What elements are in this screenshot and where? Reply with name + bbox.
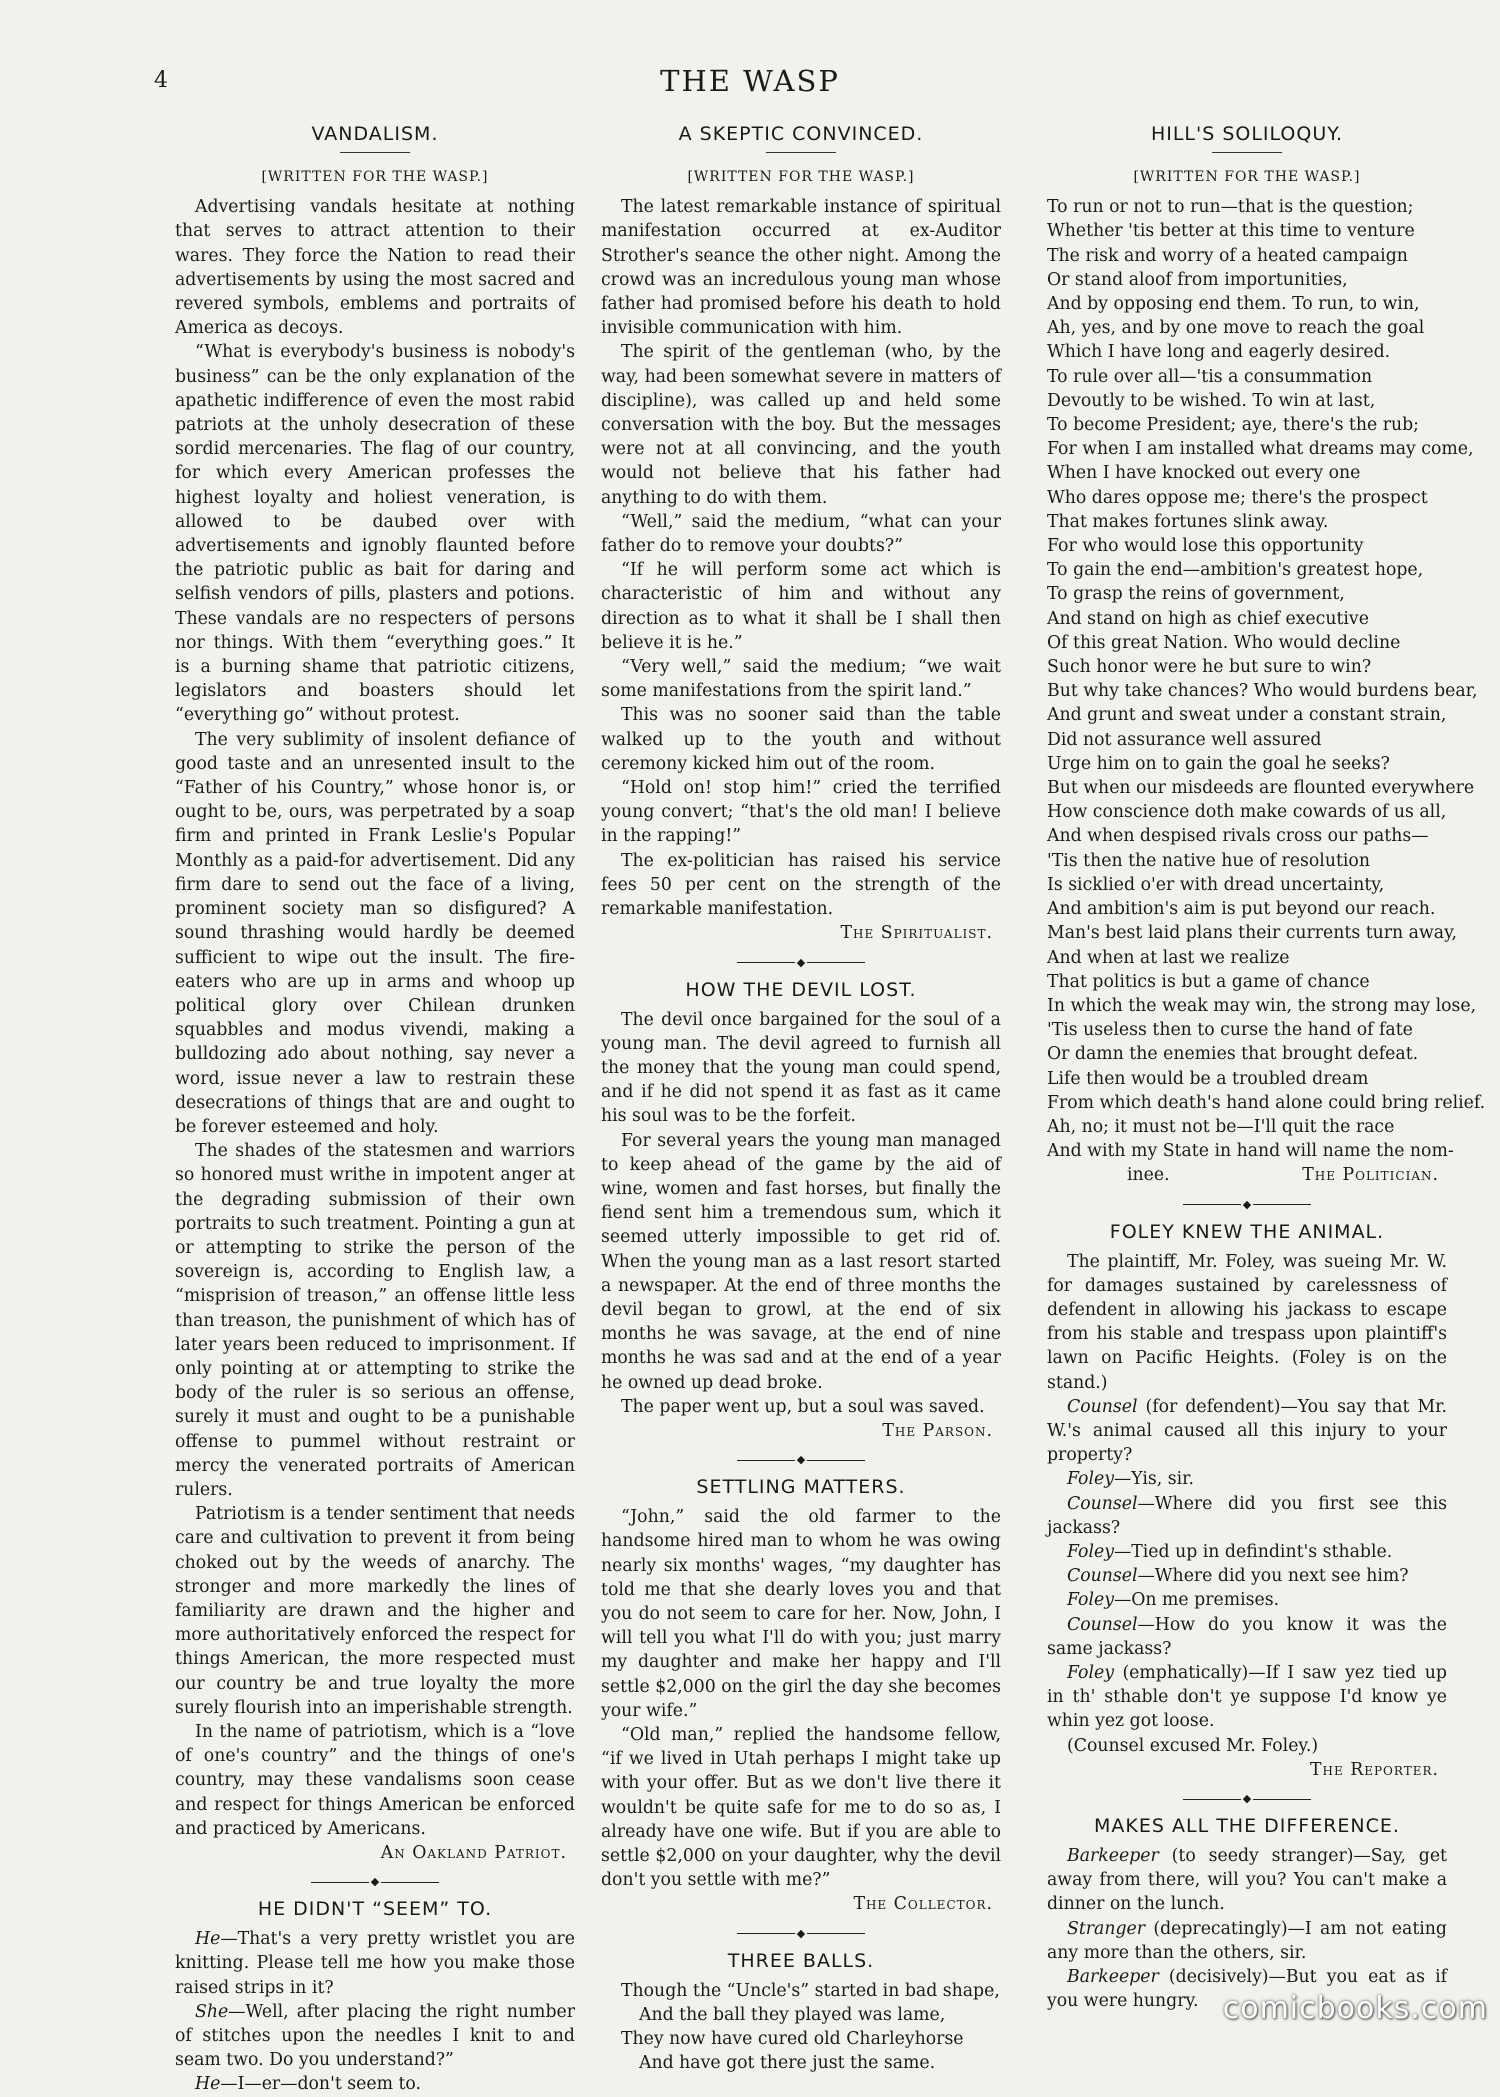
speaker: Foley [1067,1662,1114,1683]
article-title: HE DIDN'T “SEEM” TO. [257,1898,493,1921]
speaker: Barkeeper [1067,1967,1159,1988]
poem-line: The risk and worry of a heated campaign [1047,245,1408,266]
title-rule [1212,152,1282,153]
signature: The Parson. [882,1420,993,1441]
poem-line: To rule over all—'tis a consummation [1047,366,1373,387]
byline: [WRITTEN FOR THE WASP.] [1133,169,1361,185]
poem-line: Who dares oppose me; there's the prospect [1047,487,1428,508]
masthead: THE WASP [660,64,840,98]
poem-line: Urge him on to gain the goal he seeks? [1047,753,1390,774]
poem-line: That makes fortunes slink away. [1047,511,1329,532]
poem-line: And when despised rivals cross our paths— [1047,826,1429,847]
signature: The Spiritualist. [840,923,993,944]
poem-line: For when I am installed what dreams may come, [1047,439,1474,460]
dialogue-line [1047,1395,1447,1468]
watermark: comicbooks.com [1222,1991,1488,2026]
poem-line: And have got there just the same. [639,2053,936,2074]
poem-line: When I have knocked out every one [1047,463,1361,484]
title-rule [340,152,410,153]
poem-line: To gain the end—ambition's greatest hope, [1047,560,1424,581]
section-separator: ◆ [1047,1200,1447,1210]
paragraph: The plaintiff, Mr. Foley, was sueing Mr. W. for damages sustained by carelessness of defendent in allowing his jackass to escape from his stable and trespass upon plaintiff's lawn on Pacific Heights. (Foley is on the stand.) [1047,1251,1447,1393]
dialogue-text: —That's a very pretty wristlet you are knitting. Please tell me how you make those raised strips in it? [175,1929,575,1998]
byline: [WRITTEN FOR THE WASP.] [687,169,915,185]
dialogue-text: —Well, after placing the right number of stitches upon the needles I knit to and seam two. Do you understand?” [175,2001,575,2071]
section-separator: ◆ [175,1877,575,1887]
dialogue-line [1047,1613,1447,1661]
column-1 [175,118,575,2097]
speaker: Barkeeper [1067,1846,1159,1866]
article-title: FOLEY KNEW THE ANIMAL. [1109,1220,1385,1243]
poem-line: Such honor were he but sure to win? [1047,657,1372,678]
dialogue-line [1047,1844,1447,1917]
speaker: He [195,1929,221,1950]
section-separator: ◆ [601,1929,1001,1939]
poem-line: But why take chances? Who would burdens bear, [1047,681,1478,702]
poem-line: How conscience doth make cowards of us all, [1047,802,1447,823]
dialogue-text: —How do you know it was the same jackass? [1047,1614,1447,1659]
paragraph: “What is everybody's business is nobody's business” can be the only explanation of the apathetic indifference of even the most rabid patriots at the unholy desecration of these sordid mercenaries. The flag of our country, for which every American professes the highest loyalty and holiest veneration, is allowed to be daubed over with advertisements and ignobly flaunted before the patriotic public as bait for daring and selfish vendors of pills, plasters and potions. These vandals are no respecters of persons nor things. With them “everything goes.” It is a burning shame that patriotic citizens, legislators and boasters should let “everything go” without protest. [175,342,575,726]
poem-line: Ah, no; it must not be—I'll quit the race [1047,1116,1395,1137]
paragraph: The very sublimity of insolent defiance of good taste and an unresented insult to the “Father of his Country,” whose honor is, or ought to be, ours, was perpetrated by a soap firm and printed in Frank Leslie's Popular Monthly as a paid-for advertisement. Did any firm dare to send out the face of a living, prominent society man so disfigured? A sound thrashing would hardly be deemed sufficient to wipe out the insult. The fire-eaters who are up in arms and whoop up political glory over Chilean drunken squabbles and modus vivendi, making a bulldozing ado about nothing, say never a word, issue never a law to restrain these desecrations of things that are and ought to be forever esteemed and holy. [175,729,575,1137]
dialogue-text: —Yis, sir. [1113,1469,1194,1490]
article-title: A SKEPTIC CONVINCED. [678,123,924,145]
column-3 [1047,118,1486,2013]
speaker: Counsel [1067,1566,1138,1587]
dialogue-line [175,2072,575,2096]
poem-line: They now have cured old Charleyhorse [621,2029,964,2050]
signature: An Oakland Patriot. [380,1843,567,1864]
poem-line: Devoutly to be wished. To win at last, [1047,390,1376,411]
signature: The Reporter. [1309,1759,1439,1780]
dialogue-text: —I—er—don't seem to. [220,2074,421,2095]
article-title: THREE BALLS. [727,1949,875,1972]
dialogue-line [1047,1564,1447,1588]
poem-line: But when our misdeeds are flounted everywhere [1047,778,1475,799]
dialogue-text: —Tied up in defindint's sthable. [1113,1541,1393,1562]
speaker: Counsel [1067,1396,1138,1417]
poem-line: 'Tis then the native hue of resolution [1047,850,1370,871]
speaker: Foley [1067,1541,1114,1562]
paragraph: Advertising vandals hesitate at nothing that serves to attract attention to their wares. They force the Nation to read their advertisements by using the most sacred and revered symbols, emblems and portraits of America as decoys. [175,197,575,339]
section-separator: ◆ [601,1455,1001,1465]
paragraph: This was no sooner said than the table walked up to the youth and without ceremony kicked him out of the room. [601,705,1001,774]
poem-line: And grunt and sweat under a constant strain, [1047,705,1447,726]
dialogue-text: (emphatically)—If I saw yez tied up in th' sthable don't ye suppose I'd know ye whin yez got loose. [1047,1662,1447,1732]
poem-line: To grasp the reins of government, [1047,584,1345,605]
poem-line: Though the “Uncle's” started in bad shape, [621,1980,1000,2001]
poem-line: In which the weak may win, the strong may lose, [1047,995,1477,1016]
article-title: HOW THE DEVIL LOST. [685,978,917,1001]
signature: The Politician. [1302,1165,1439,1186]
poem-line: And with my State in hand will name the nom- [1047,1141,1454,1162]
poem-line: Did not assurance well assured [1047,729,1322,750]
section-separator: ◆ [1047,1794,1447,1804]
section-separator: ◆ [601,958,1001,968]
poem-line: And the ball they played was lame, [639,2004,946,2025]
poem-line: 'Tis useless then to curse the hand of fate [1047,1020,1413,1041]
poem-line: Of this great Nation. Who would decline [1047,632,1401,653]
paragraph: “If he will perform some act which is characteristic of him and without any direction as to what it shall be I shall then believe it is he.” [601,560,1001,653]
dialogue-text: (for defendent)—You say that Mr. W.'s animal caused all this injury to your property? [1047,1396,1447,1466]
paragraph: For several years the young man managed to keep ahead of the game by the aid of wine, women and fast horses, but finally the fiend sent him a tremendous sum, which it seemed utterly impossible to get rid of. When the young man as a last resort started a newspaper. At the end of three months the devil began to growl, at the end of six months he was savage, at the end of nine months he was sad and at the end of a year he owned up dead broke. [601,1130,1001,1393]
paragraph: The spirit of the gentleman (who, by the way, had been somewhat severe in matters of discipline), was called up and held some conversation with the boy. But the messages were not at all convincing, and the youth would not believe that his father had anything to do with them. [601,342,1001,508]
speaker: Stranger [1067,1918,1146,1939]
poem-line: Or damn the enemies that brought defeat. [1047,1044,1419,1065]
column-2 [601,118,1001,2075]
dialogue-line [1047,1917,1447,1965]
poem-line: Is sicklied o'er with dread uncertainty, [1047,874,1385,895]
poem-line: Ah, yes, and by one move to reach the goal [1047,318,1425,339]
poem-line: And when at last we realize [1047,947,1290,968]
poem-line: Man's best laid plans their currents turn away, [1047,923,1458,944]
dialogue-line [1047,1588,1447,1612]
poem-final-line [1127,1163,1439,1187]
speaker: Foley [1067,1590,1114,1611]
dialogue-text: (to seedy stranger)—Say, get away from there, will you? You can't make a dinner on the lunch. [1047,1846,1447,1915]
speaker: Counsel [1067,1614,1138,1635]
paragraph: Patriotism is a tender sentiment that needs care and cultivation to prevent it from being choked out by the weeds of anarchy. The stronger and more markedly the lines of familiarity are drawn and the higher and more authoritatively enforced the respect for things American, the more respected must our country be and true loyalty the more surely flourish into an imperishable strength. [175,1504,575,1718]
title-rule [766,152,836,153]
poem-line: inee. [1127,1165,1170,1186]
paragraph: “John,” said the old farmer to the handsome hired man to whom he was owing nearly six months' wages, “my daughter has told me that she dearly loves you and that you do not seem to care for her. Now, John, I will tell you what I'll do with you; just marry my daughter and make her happy and I'll settle $2,000 on the girl the day she becomes your wife.” [601,1507,1001,1721]
article-title: VANDALISM. [311,123,439,145]
dialogue-text: (deprecatingly)—I am not eating any more than the others, sir. [1047,1918,1447,1963]
poem-line: Or stand aloof from importunities, [1047,269,1348,290]
poem-line: Which I have long and eagerly desired. [1047,342,1391,363]
speaker: She [195,2001,229,2022]
poem-line: And ambition's aim is put beyond our reach. [1047,899,1436,920]
signature: The Collector. [853,1894,993,1915]
dialogue-line [1047,1661,1447,1734]
poem-line: To run or not to run—that is the question; [1047,197,1414,218]
poem-line: Life then would be a troubled dream [1047,1068,1369,1089]
dialogue-line [1047,1467,1447,1491]
paragraph: “Hold on! stop him!” cried the terrified young convert; “that's the old man! I believe in the rapping!” [601,778,1001,847]
dialogue-text: —On me premises. [1113,1590,1280,1611]
poem-line: That politics is but a game of chance [1047,971,1370,992]
dialogue-line [175,1927,575,2000]
poem-line: For who would lose this opportunity [1047,536,1364,557]
article-title: MAKES ALL THE DIFFERENCE. [1094,1815,1400,1837]
poem-line: From which death's hand alone could bring relief. [1047,1092,1486,1113]
paragraph: “Very well,” said the medium; “we wait some manifestations from the spirit land.” [601,657,1001,702]
closing-line: (Counsel excused Mr. Foley.) [1067,1735,1319,1756]
paragraph: The ex-politician has raised his service fees 50 per cent on the strength of the remarkable manifestation. [601,850,1001,920]
dialogue-text: —Where did you next see him? [1137,1566,1409,1587]
dialogue-line [1047,1540,1447,1564]
paragraph: The latest remarkable instance of spiritual manifestation occurred at ex-Auditor Strother's seance the other night. Among the crowd was an incredulous young man whose father had promised before his death to hold invisible communication with him. [601,197,1001,339]
article-title: SETTLING MATTERS. [696,1476,906,1499]
dialogue-text: (decisively)—But you eat as if you were hungry. [1047,1967,1447,2012]
paragraph: The shades of the statesmen and warriors so honored must writhe in impotent anger at the degrading submission of their own portraits to such treatment. Pointing a gun at or attempting to strike the person of the sovereign is, according to English law, a “misprision of treason,” an offense little less than treason, the punishment of which has of later years been reduced to imprisonment. If only pointing at or attempting to strike the body of the ruler is so serious an offense, surely it must and ought to be a punishable offense to pummel without restraint or mercy the venerated portraits of American rulers. [175,1141,575,1500]
page-number: 4 [154,68,168,93]
paragraph: “Well,” said the medium, “what can your father do to remove your doubts?” [601,511,1001,557]
dialogue-text: —Where did you first see this jackass? [1047,1493,1447,1538]
poem-line: And stand on high as chief executive [1047,608,1369,629]
paragraph: In the name of patriotism, which is a “love of one's country” and the things of one's country, may these vandalisms soon cease and respect for things American be enforced and practiced by Americans. [175,1722,575,1839]
byline: [WRITTEN FOR THE WASP.] [261,169,489,185]
article-title: HILL'S SOLILOQUY. [1150,123,1344,145]
dialogue-line [175,2000,575,2073]
dialogue-line [1047,1492,1447,1540]
poem-line: And by opposing end them. To run, to win, [1047,294,1420,315]
speaker: He [195,2074,221,2095]
poem-line: Whether 'tis better at this time to venture [1047,221,1415,242]
poem-body [1047,195,1486,1163]
paragraph: The paper went up, but a soul was saved. [621,1396,985,1417]
speaker: Counsel [1067,1493,1138,1514]
paragraph: “Old man,” replied the handsome fellow, “if we lived in Utah perhaps I might take up with your offer. But as we don't live there it wouldn't be quite safe for me to do so as, I already have one wife. But if you are able to settle $2,000 on your daughter, why the devil don't you settle with me?” [601,1724,1001,1891]
poem-line: To become President; aye, there's the rub; [1047,415,1420,436]
paragraph: The devil once bargained for the soul of a young man. The devil agreed to furnish all the money that the young man could spend, and if he did not spend it as fast as it came his soul was to be the forfeit. [601,1009,1001,1127]
speaker: Foley [1067,1469,1114,1490]
